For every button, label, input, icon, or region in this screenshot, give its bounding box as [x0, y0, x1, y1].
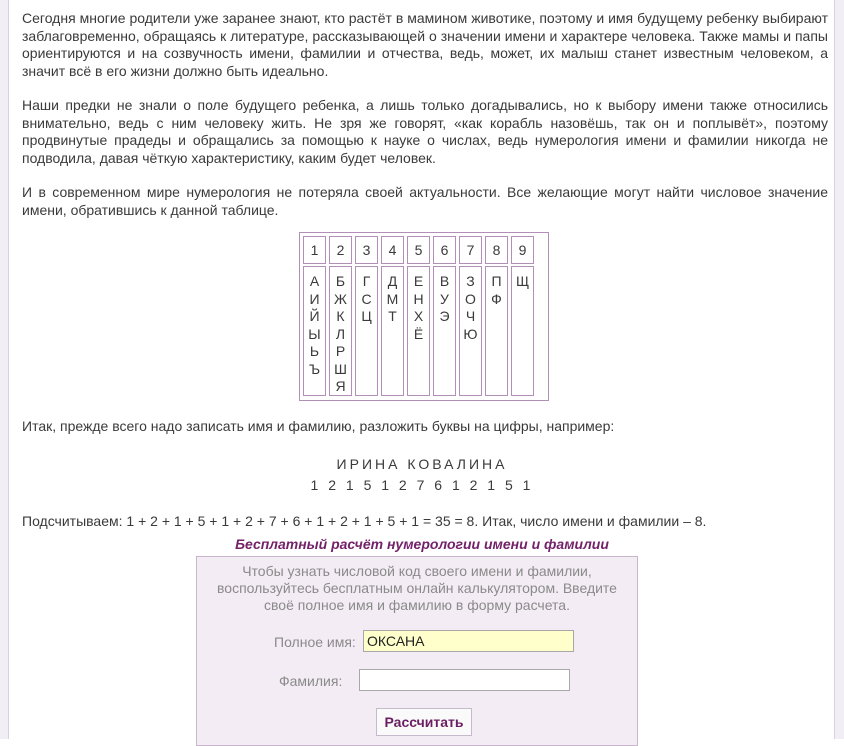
table-letter: С: [361, 290, 372, 307]
intro-paragraph: Сегодня многие родители уже заранее знают, кто растёт в мамином животике, поэтому и имя будущему ребенку выбирают заблаговременно, обращаясь к литературе, рассказывающей о значении имени и характере человека. Также мамы и папы ориентируются и на созвучность имени, фамилии и отчества, ведь, может, их малыш станет известным человеком, а значит всё в его жизни должно быть идеально.: [22, 10, 828, 79]
table-letter: Ц: [361, 308, 372, 324]
modern-paragraph: И в современном мире нумерология не потеряла своей актуальности. Все желающие могут найти числовое значение имени, обратившись к данной таблице.: [22, 184, 828, 218]
table-number-cell: 4: [381, 236, 404, 264]
last-name-label: Фамилия:: [279, 673, 343, 689]
calculation-text: Подсчитываем: 1 + 2 + 1 + 5 + 1 + 2 + 7 + 6 + 1 + 2 + 1 + 5 + 1 = 35 = 8. Итак, число имени и фамилии – 8.: [22, 513, 707, 529]
table-number-cell: 2: [329, 236, 352, 264]
numerology-table: [299, 232, 549, 401]
table-letter: Ь: [309, 343, 320, 359]
table-letters-cell: [355, 266, 378, 396]
left-page-rail: [0, 0, 9, 739]
table-letter: А: [309, 273, 320, 289]
table-letters-cell: [303, 266, 326, 396]
table-letter: Г: [362, 273, 371, 289]
table-letters-cell: [381, 266, 404, 396]
calculate-button[interactable]: Рассчитать: [376, 708, 472, 736]
last-name-input[interactable]: [359, 669, 570, 691]
table-letter: Ж: [334, 290, 347, 307]
table-letter: Ё: [413, 325, 424, 342]
table-number-cell: 7: [459, 236, 482, 264]
calculator-title: Бесплатный расчёт нумерологии имени и фамилии: [235, 536, 609, 552]
table-letters-cell: [485, 266, 508, 396]
table-letters-cell: [511, 266, 534, 396]
table-letter: Б: [335, 273, 346, 289]
table-letter: И: [309, 290, 320, 307]
table-letters-cell: [329, 266, 352, 396]
table-number-cell: 6: [433, 236, 456, 264]
table-letter: Т: [388, 308, 397, 324]
table-letter: У: [440, 290, 449, 307]
table-letter: Ъ: [308, 360, 321, 377]
table-letters-cell: [407, 266, 430, 396]
table-letter: Ф: [491, 290, 502, 307]
table-letters-cell: [459, 266, 482, 396]
first-name-input[interactable]: [363, 630, 574, 652]
table-letter: З: [466, 273, 475, 289]
calculator-form: [196, 556, 638, 746]
table-letter: Ы: [308, 325, 321, 342]
table-letter: В: [439, 273, 450, 289]
table-number-cell: 5: [407, 236, 430, 264]
table-letter: К: [336, 308, 345, 324]
table-letter: Р: [335, 343, 346, 359]
table-number-cell: 3: [355, 236, 378, 264]
table-letter: Д: [387, 273, 398, 289]
table-letter: Ю: [463, 325, 478, 342]
table-letter: Щ: [515, 273, 530, 289]
table-letter: Ш: [334, 360, 347, 377]
table-letter: О: [465, 290, 476, 307]
article-body: [22, 10, 828, 219]
table-letter: М: [386, 290, 399, 307]
table-letter: Е: [413, 273, 424, 289]
calculator-intro: Чтобы узнать числовой код своего имени и фамилии, воспользуйтесь бесплатным онлайн калькулятором. Введите своё полное имя и фамилию в форму расчета.: [217, 563, 617, 613]
table-letters-cell: [433, 266, 456, 396]
example-digits: 1 2 1 5 1 2 7 6 1 2 1 5 1: [310, 477, 534, 493]
right-page-rail: [834, 0, 844, 739]
table-number-cell: 8: [485, 236, 508, 264]
table-letter: Л: [335, 325, 346, 342]
table-letter: П: [491, 273, 502, 289]
table-number-cell: 1: [303, 236, 326, 264]
table-letter: Н: [413, 290, 424, 307]
table-letter: Й: [309, 308, 320, 324]
table-number-cell: 9: [511, 236, 534, 264]
example-name: ИРИНА КОВАЛИНА: [336, 456, 508, 472]
table-letter: Я: [335, 378, 346, 394]
history-paragraph: Наши предки не знали о поле будущего ребенка, а лишь только догадывались, но к выбору имени также относились внимательно, ведь с ним человеку жить. Не зря же говорят, «как корабль назовёшь, так он и поплывёт», поэтому продвинутые прадеды и обращались за помощью к науке о числах, ведь нумерология имени и фамилии никогда не подводила, давая чёткую характеристику, каким будет человек.: [22, 97, 828, 166]
table-letter: Х: [413, 308, 424, 324]
first-name-label: Полное имя:: [274, 634, 356, 650]
instruction-text: Итак, прежде всего надо записать имя и фамилию, разложить буквы на цифры, например:: [22, 418, 615, 434]
table-letter: Э: [439, 308, 450, 324]
table-letter: Ч: [465, 308, 476, 324]
